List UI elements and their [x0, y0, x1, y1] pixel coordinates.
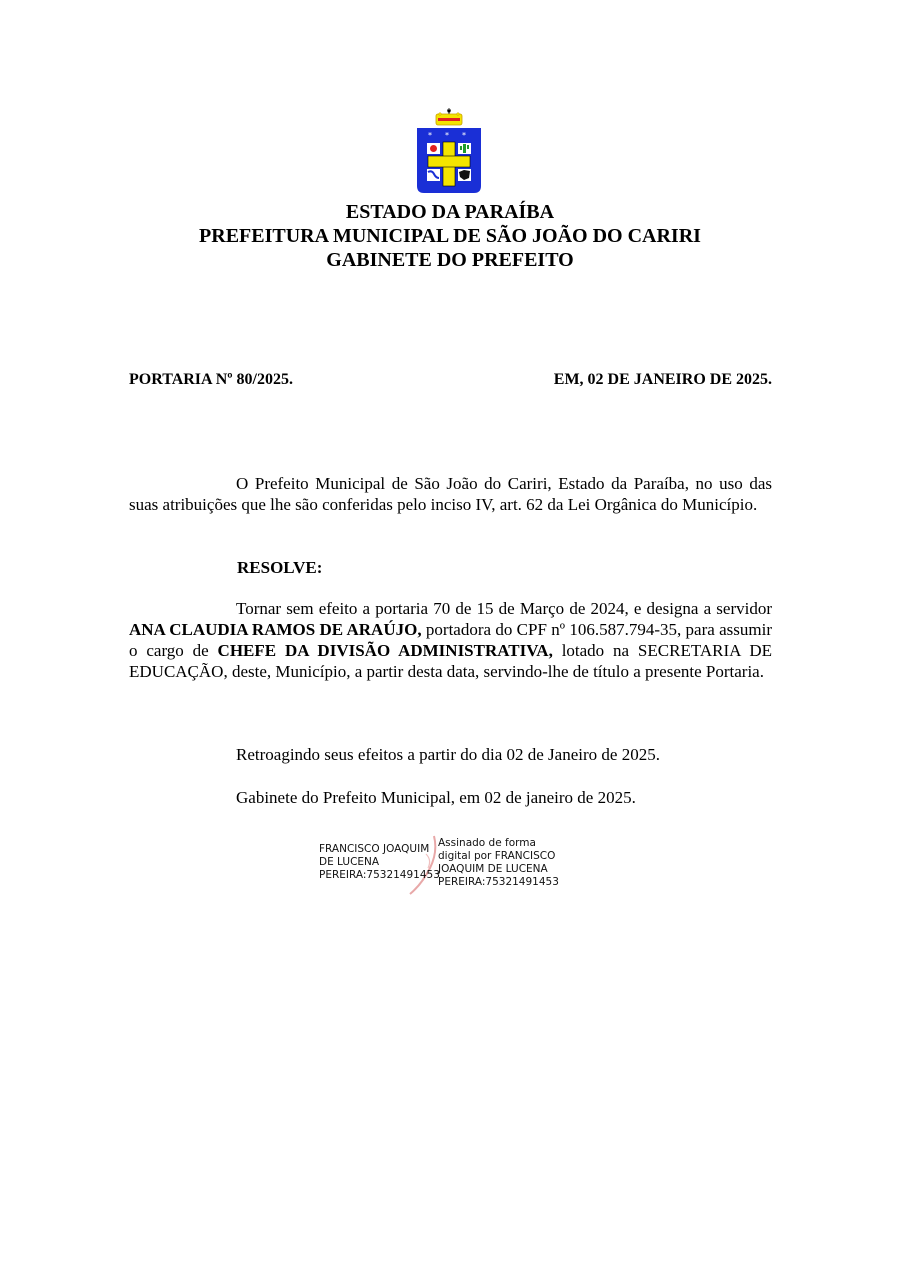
- retroactive-paragraph: Retroagindo seus efeitos a partir do dia 02 de Janeiro de 2025.: [236, 745, 660, 764]
- reference-line: [129, 370, 772, 390]
- signature-info-line: Assinado de forma: [438, 837, 536, 849]
- closing-paragraph: Gabinete do Prefeito Municipal, em 02 de janeiro de 2025.: [236, 788, 636, 807]
- municipal-coat-of-arms-icon: [412, 108, 486, 196]
- signature-info: [438, 837, 578, 889]
- signer-name-line: DE LUCENA: [319, 856, 380, 868]
- resolve-heading: RESOLVE:: [237, 558, 323, 577]
- resolution-text-b: portadora do CPF nº 106.587.794-35, para assumir o cargo de: [129, 620, 772, 660]
- header-state: ESTADO DA PARAÍBA: [345, 201, 555, 223]
- signature-info-line: JOAQUIM DE LUCENA: [438, 863, 548, 875]
- signature-info-line: digital por FRANCISCO: [438, 850, 556, 862]
- preamble-paragraph: O Prefeito Municipal de São João do Cariri, Estado da Paraíba, no uso das suas atribuições que lhe são conferidas pelo inciso IV, art. 62 da Lei Orgânica do Município.: [129, 474, 772, 514]
- signer-name: [319, 843, 439, 882]
- digital-signature: [318, 836, 578, 898]
- svg-text:*: *: [428, 131, 432, 140]
- header-prefecture: PREFEITURA MUNICIPAL DE SÃO JOÃO DO CARIRI: [199, 225, 701, 247]
- position-title: CHEFE DA DIVISÃO ADMINISTRATIVA,: [217, 641, 553, 660]
- signer-name-line: FRANCISCO JOAQUIM: [319, 843, 430, 855]
- signature-info-line: PEREIRA:75321491453: [438, 876, 559, 888]
- portaria-number: PORTARIA Nº 80/2025.: [129, 371, 293, 388]
- portaria-date: EM, 02 DE JANEIRO DE 2025.: [553, 371, 772, 388]
- resolution-text-a: Tornar sem efeito a portaria 70 de 15 de Março de 2024, e designa a servidor: [236, 599, 772, 618]
- signer-name-line: PEREIRA:75321491453: [319, 869, 440, 881]
- svg-text:*: *: [462, 131, 466, 140]
- svg-text:*: *: [445, 131, 449, 140]
- resolution-paragraph: [129, 598, 772, 682]
- header-office: GABINETE DO PREFEITO: [326, 249, 574, 271]
- resolution-text-c: lotado na SECRETARIA DE EDUCAÇÃO, deste, Município, a partir desta data, servindo-lhe de título a presente Portaria.: [129, 641, 772, 681]
- employee-name: ANA CLAUDIA RAMOS DE ARAÚJO,: [129, 620, 422, 639]
- document-header: [0, 200, 900, 272]
